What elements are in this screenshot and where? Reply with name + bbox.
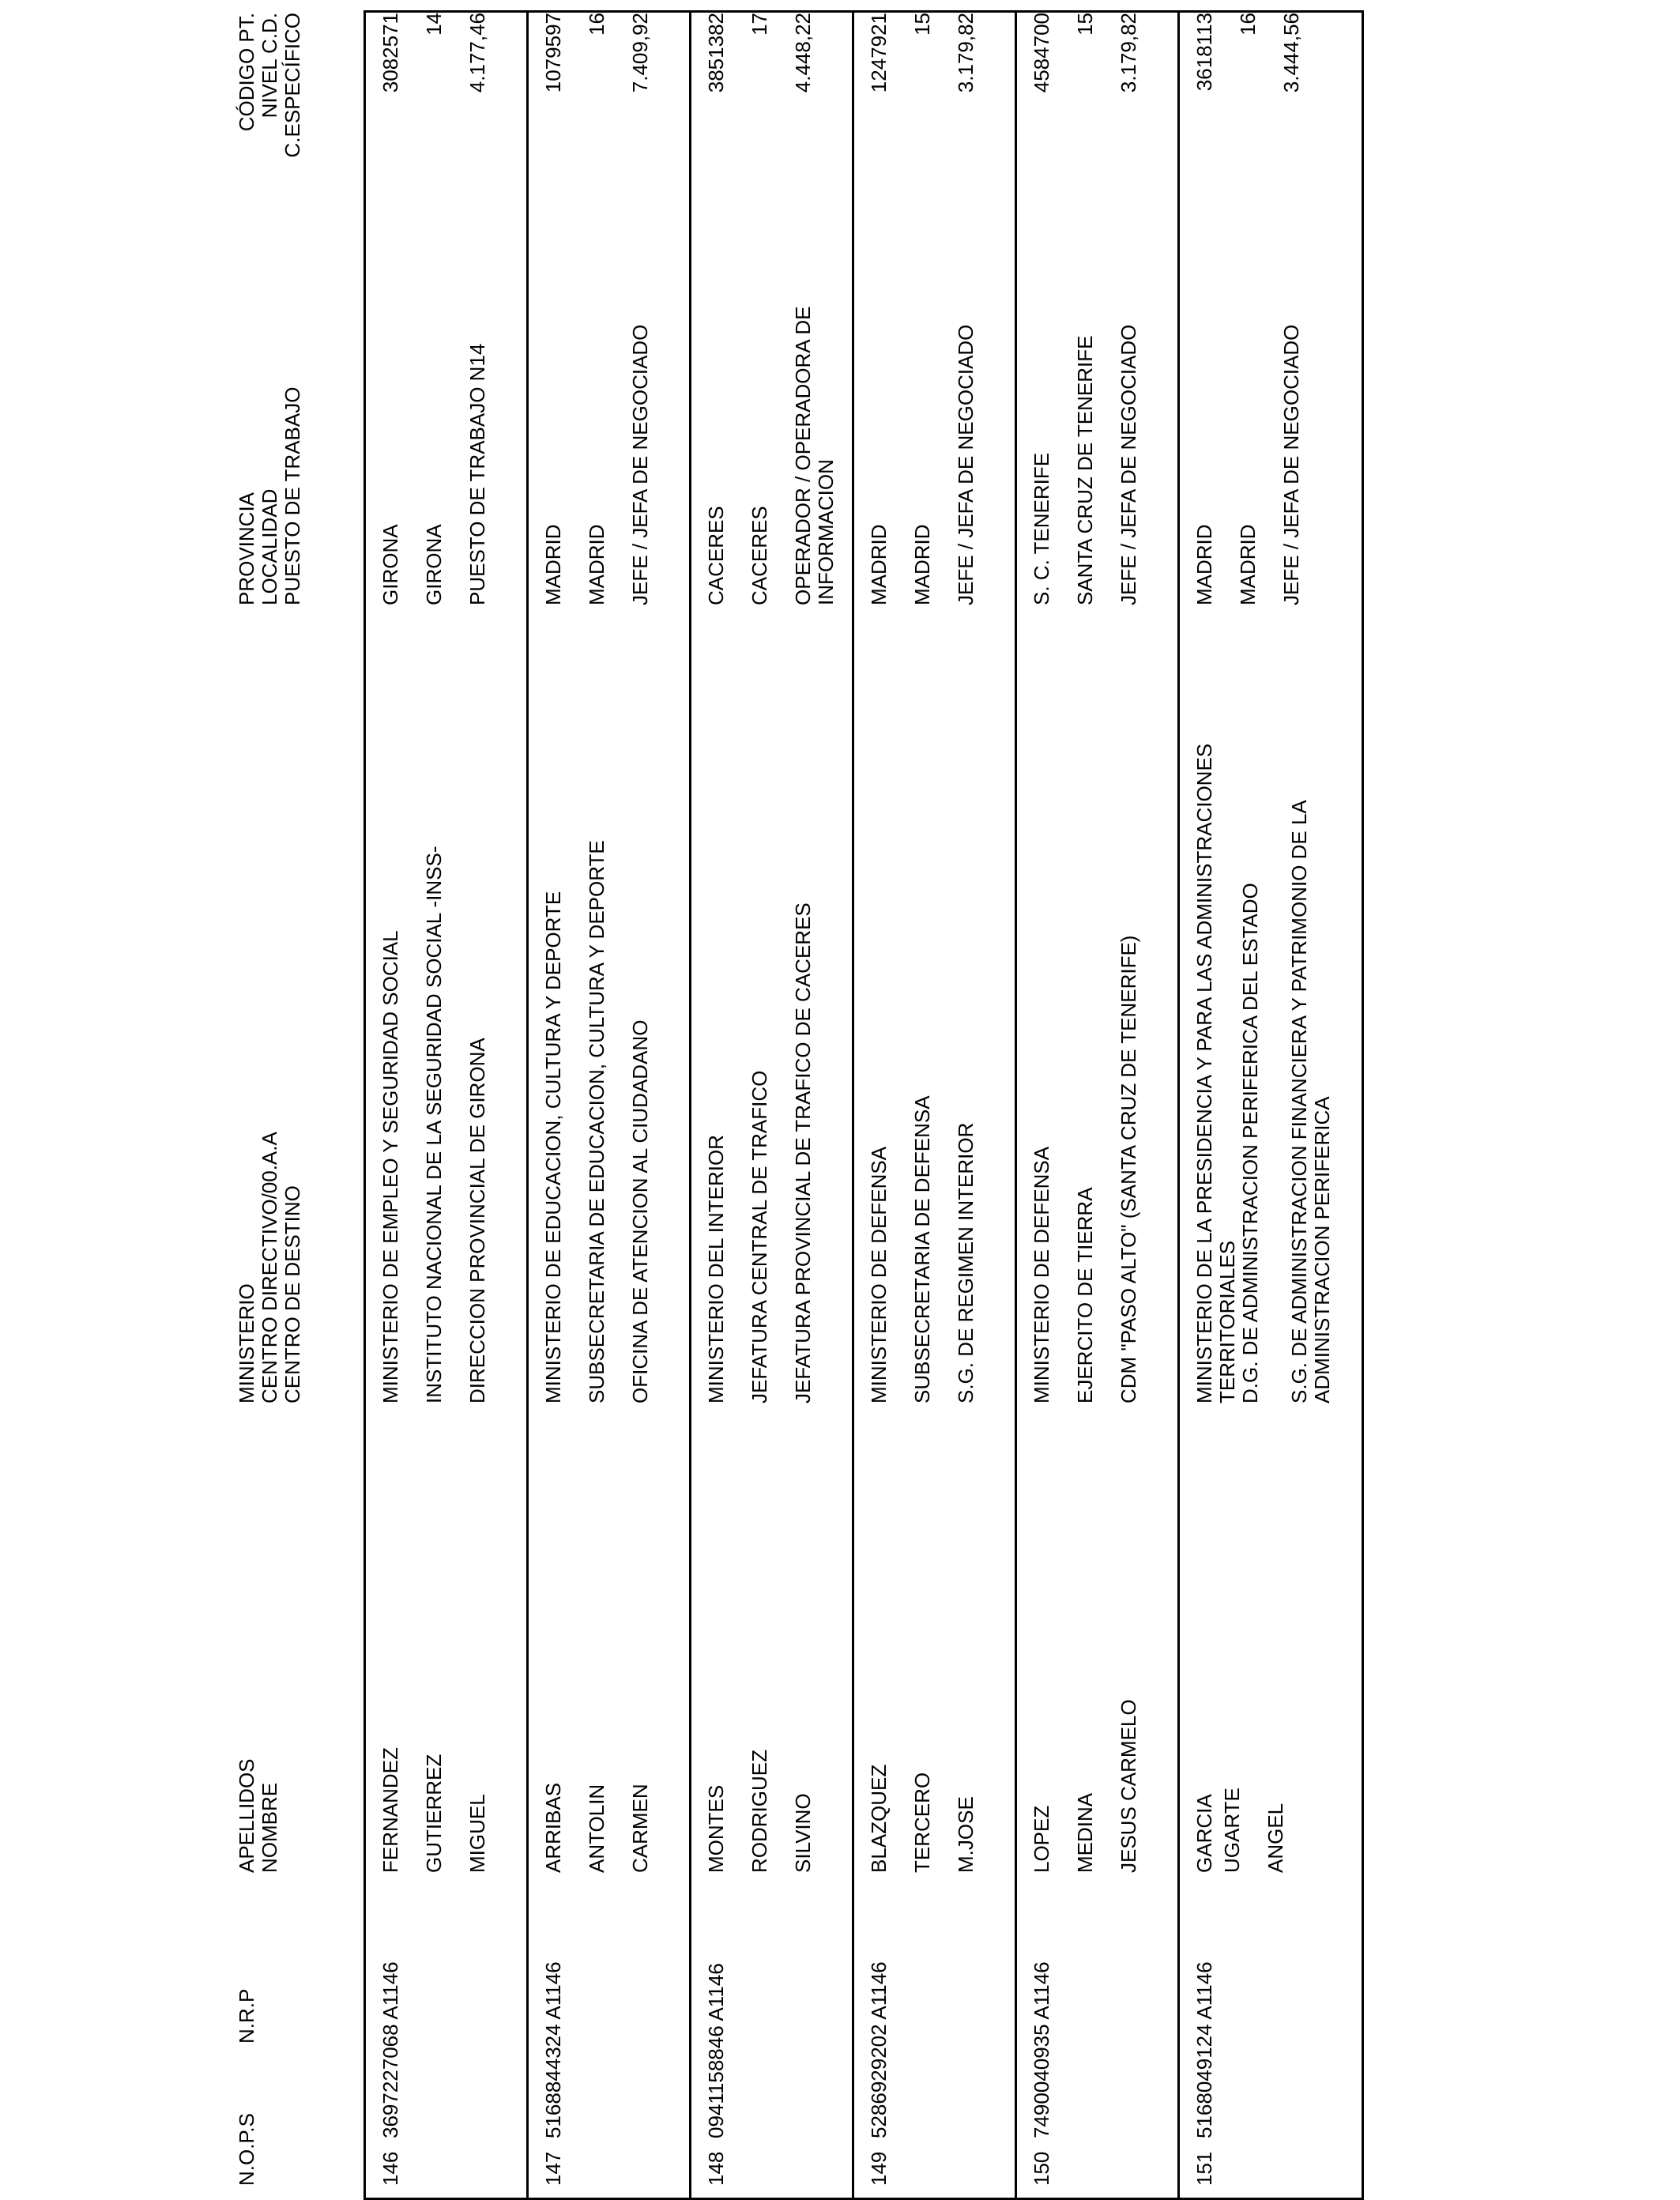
row-especifico: 4.177,46 — [465, 13, 489, 93]
row-provincia: MADRID — [541, 524, 565, 605]
header-nivel: NIVEL C.D. — [258, 13, 281, 119]
row-nrp: 3697227068 A1146 — [379, 1961, 402, 2138]
row-puesto: JEFE / JEFA DE NEGOCIADO — [1117, 324, 1140, 605]
row-nombre: SILVINO — [791, 1793, 815, 1873]
row-localidad: GIRONA — [422, 524, 446, 605]
row-centro-directivo: D.G. DE ADMINISTRACION PERIFERICA DEL ESTADO — [1238, 883, 1262, 1403]
row-apellido2: TERCERO — [910, 1772, 934, 1873]
row-provincia: MADRID — [867, 524, 891, 605]
row-nivel: 16 — [585, 13, 608, 36]
row-apellido1: BLAZQUEZ — [867, 1764, 891, 1873]
row-centro-directivo: JEFATURA CENTRAL DE TRAFICO — [748, 1070, 771, 1403]
header-especifico: C.ESPECÍFICO — [281, 13, 304, 158]
row-nops: 147 — [541, 2151, 565, 2186]
row-provincia: CACERES — [704, 506, 728, 605]
row-nivel: 15 — [910, 13, 934, 36]
row-nombre: M.JOSE — [954, 1796, 977, 1873]
row-nrp: 5168844324 A1146 — [541, 1961, 565, 2138]
row-nops: 146 — [379, 2151, 402, 2186]
row-nombre: ANGEL — [1264, 1803, 1287, 1873]
row-puesto: JEFE / JEFA DE NEGOCIADO — [954, 324, 977, 605]
row-apellido1: MONTES — [704, 1784, 728, 1873]
row-nrp: 0941158846 A1146 — [704, 1963, 728, 2138]
row-divider — [526, 10, 529, 2200]
header-localidad: LOCALIDAD — [258, 488, 281, 605]
row-nops: 150 — [1030, 2151, 1053, 2186]
row-ministerio: MINISTERIO DE DEFENSA — [1030, 1146, 1053, 1403]
row-nrp: 5286929202 A1146 — [867, 1961, 891, 2138]
row-codigo: 3082571 — [379, 13, 402, 93]
row-divider — [1015, 10, 1017, 2200]
row-divider — [852, 10, 854, 2200]
row-codigo: 1079597 — [541, 13, 565, 93]
row-especifico: 7.409,92 — [628, 13, 652, 93]
row-nops: 149 — [867, 2151, 891, 2186]
header-centro-destino: CENTRO DE DESTINO — [281, 1185, 304, 1403]
row-centro-directivo: SUBSECRETARIA DE DEFENSA — [910, 1095, 934, 1403]
row-apellido2: RODRIGUEZ — [748, 1750, 771, 1873]
row-puesto: JEFE / JEFA DE NEGOCIADO — [1279, 324, 1303, 605]
row-centro-directivo: EJERCITO DE TIERRA — [1073, 1187, 1097, 1403]
row-provincia: GIRONA — [379, 524, 402, 605]
row-apellido2: GUTIERREZ — [422, 1754, 446, 1873]
header-codigo: CÓDIGO PT. — [235, 13, 258, 132]
row-nops: 148 — [704, 2151, 728, 2186]
row-centro-destino: S.G. DE REGIMEN INTERIOR — [954, 1122, 977, 1403]
row-apellido1: LOPEZ — [1030, 1805, 1053, 1873]
row-localidad: MADRID — [585, 524, 608, 605]
row-nivel: 15 — [1073, 13, 1097, 36]
row-centro-destino: DIRECCION PROVINCIAL DE GIRONA — [465, 1038, 489, 1403]
row-especifico: 3.179,82 — [1117, 13, 1140, 93]
row-nivel: 17 — [748, 13, 771, 36]
row-codigo: 3618113 — [1192, 13, 1216, 92]
header-ministerio: MINISTERIO — [235, 1283, 258, 1403]
row-nrp: 7490040935 A1146 — [1030, 1961, 1053, 2138]
row-localidad: CACERES — [748, 506, 771, 605]
row-codigo: 1247921 — [867, 13, 891, 93]
row-apellido2: UGARTE — [1220, 1788, 1244, 1873]
row-centro-destino: JEFATURA PROVINCIAL DE TRAFICO DE CACERES — [791, 902, 815, 1403]
row-centro-destino: CDM "PASO ALTO" (SANTA CRUZ DE TENERIFE) — [1117, 935, 1140, 1403]
row-apellido2: ANTOLIN — [585, 1784, 608, 1873]
row-centro-destino: OFICINA DE ATENCION AL CIUDADANO — [628, 1019, 652, 1403]
row-localidad: SANTA CRUZ DE TENERIFE — [1073, 335, 1097, 605]
row-localidad: MADRID — [910, 524, 934, 605]
row-apellido1: GARCIA — [1192, 1794, 1216, 1873]
row-divider — [689, 10, 691, 2200]
row-provincia: MADRID — [1192, 524, 1216, 605]
header-puesto: PUESTO DE TRABAJO — [281, 386, 304, 605]
row-nivel: 16 — [1236, 13, 1260, 36]
row-apellido2: MEDINA — [1073, 1792, 1097, 1873]
row-puesto: PUESTO DE TRABAJO N14 — [465, 343, 489, 605]
row-apellido1: FERNANDEZ — [379, 1747, 402, 1873]
row-nombre: JESUS CARMELO — [1117, 1699, 1140, 1873]
header-centro-directivo: CENTRO DIRECTIVO/00.A.A — [258, 1132, 281, 1403]
row-ministerio: MINISTERIO DE DEFENSA — [867, 1146, 891, 1403]
row-divider — [1177, 10, 1180, 2200]
row-centro-destino: S.G. DE ADMINISTRACION FINANCIERA Y PATRIMONIO DE LA ADMINISTRACION PERIFERICA — [1287, 801, 1334, 1403]
row-nombre: CARMEN — [628, 1784, 652, 1873]
row-puesto: JEFE / JEFA DE NEGOCIADO — [628, 324, 652, 605]
row-nrp: 5168049124 A1146 — [1192, 1961, 1216, 2138]
row-codigo: 4584700 — [1030, 13, 1053, 93]
header-nrp: N.R.P — [235, 1988, 258, 2044]
header-nops: N.O.P.S — [235, 2112, 258, 2186]
row-especifico: 4.448,22 — [791, 13, 815, 93]
row-nops: 151 — [1192, 2151, 1216, 2186]
row-ministerio: MINISTERIO DEL INTERIOR — [704, 1135, 728, 1403]
row-puesto: OPERADOR / OPERADORA DE INFORMACION — [791, 306, 838, 605]
row-localidad: MADRID — [1236, 524, 1260, 605]
header-apellidos: APELLIDOS — [235, 1758, 258, 1873]
row-provincia: S. C. TENERIFE — [1030, 452, 1053, 605]
header-nombre: NOMBRE — [258, 1782, 281, 1873]
header-provincia: PROVINCIA — [235, 492, 258, 605]
row-apellido1: ARRIBAS — [541, 1782, 565, 1873]
row-ministerio: MINISTERIO DE EMPLEO Y SEGURIDAD SOCIAL — [379, 930, 402, 1403]
row-centro-directivo: INSTITUTO NACIONAL DE LA SEGURIDAD SOCIAL -INSS- — [422, 846, 446, 1403]
row-centro-directivo: SUBSECRETARIA DE EDUCACION, CULTURA Y DEPORTE — [585, 840, 608, 1403]
row-ministerio: MINISTERIO DE LA PRESIDENCIA Y PARA LAS ADMINISTRACIONES TERRITORIALES — [1192, 743, 1239, 1403]
row-nombre: MIGUEL — [465, 1794, 489, 1873]
row-codigo: 3851382 — [704, 13, 728, 93]
row-nivel: 14 — [422, 13, 446, 36]
row-ministerio: MINISTERIO DE EDUCACION, CULTURA Y DEPORTE — [541, 891, 565, 1403]
row-especifico: 3.179,82 — [954, 13, 977, 93]
row-especifico: 3.444,56 — [1279, 13, 1303, 93]
